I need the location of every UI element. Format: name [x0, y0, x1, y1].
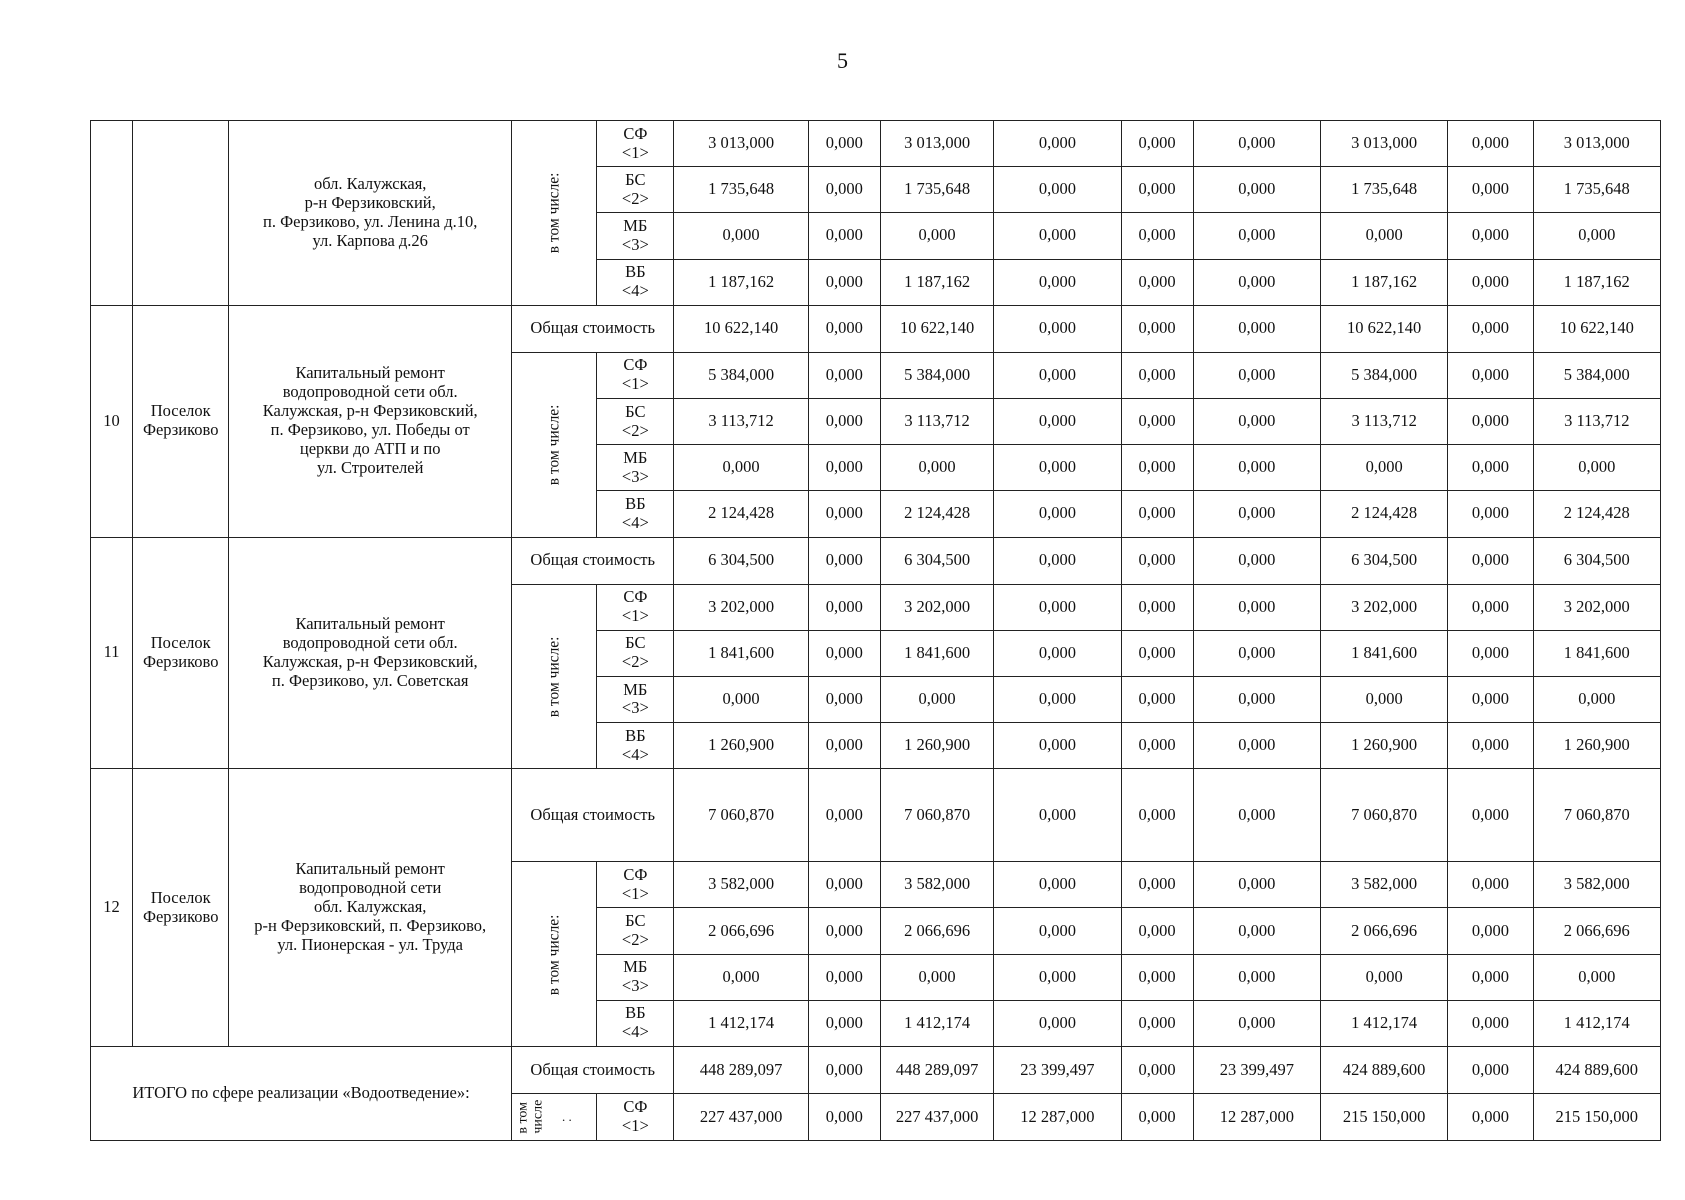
table-row-total [91, 305, 1661, 352]
value-cell: 10 622,140 [1533, 305, 1660, 352]
place-cell [133, 305, 229, 537]
fund-code-label: ВБ [625, 493, 646, 513]
value-cell: 215 150,000 [1321, 1094, 1448, 1141]
value-cell: 1 735,648 [1321, 167, 1448, 213]
fund-code-number: <1> [621, 883, 649, 903]
value-cell: 0,000 [1448, 491, 1533, 537]
value-cell: 0,000 [1193, 398, 1320, 444]
value-cell: 0,000 [1533, 445, 1660, 491]
value-cell: 448 289,097 [880, 1047, 993, 1094]
value-cell: 3 113,712 [674, 398, 808, 444]
total-cost-label: Общая стоимость [512, 305, 674, 352]
fund-code-number: <4> [621, 744, 649, 764]
value-cell: 0,000 [1448, 630, 1533, 676]
itogo-label: ИТОГО по сфере реализации «Водоотведение»: [91, 1047, 512, 1141]
value-cell: 0,000 [1193, 676, 1320, 722]
fund-code-mb [597, 954, 674, 1000]
value-cell: 0,000 [1448, 954, 1533, 1000]
value-cell: 0,000 [1193, 1000, 1320, 1046]
fund-code-label: СФ [623, 123, 648, 143]
value-cell: 2 124,428 [674, 491, 808, 537]
row-number: 12 [91, 769, 133, 1047]
value-cell: 0,000 [808, 676, 880, 722]
fund-code-label: СФ [623, 864, 648, 884]
fund-code-mb [597, 445, 674, 491]
value-cell: 0,000 [994, 491, 1121, 537]
value-cell: 12 287,000 [994, 1094, 1121, 1141]
value-cell: 1 412,174 [1533, 1000, 1660, 1046]
value-cell: 6 304,500 [880, 537, 993, 584]
value-cell: 2 066,696 [880, 908, 993, 954]
value-cell: 10 622,140 [880, 305, 993, 352]
value-cell: 0,000 [674, 445, 808, 491]
value-cell: 0,000 [808, 908, 880, 954]
value-cell: 0,000 [1121, 676, 1193, 722]
value-cell: 1 260,900 [674, 723, 808, 769]
v-tom-chisle-label [512, 352, 597, 537]
fund-code-vb [597, 259, 674, 305]
fund-code-number: <3> [621, 466, 649, 486]
fund-code-sf [597, 121, 674, 167]
value-cell: 1 735,648 [1533, 167, 1660, 213]
value-cell: 6 304,500 [674, 537, 808, 584]
value-cell: 0,000 [994, 1000, 1121, 1046]
value-cell: 0,000 [1193, 584, 1320, 630]
value-cell: 0,000 [1121, 259, 1193, 305]
value-cell: 0,000 [808, 121, 880, 167]
value-cell: 0,000 [808, 769, 880, 862]
value-cell: 1 841,600 [880, 630, 993, 676]
project-title-text: Капитальный ремонт водопроводной сети обл. Калужская, р-н Ферзиковский, п. Ферзиково, ул. Победы от церкви до АТП и по ул. Строителей [262, 363, 478, 478]
value-cell: 0,000 [808, 1000, 880, 1046]
value-cell: 0,000 [808, 1094, 880, 1141]
value-cell: 0,000 [1448, 1047, 1533, 1094]
value-cell: 3 202,000 [1533, 584, 1660, 630]
fund-code-label: ВБ [625, 1003, 646, 1023]
fund-code-vb [597, 1000, 674, 1046]
value-cell: 0,000 [1448, 908, 1533, 954]
fund-code-number: <1> [621, 142, 649, 162]
value-cell: 0,000 [994, 352, 1121, 398]
value-cell: 0,000 [1448, 259, 1533, 305]
value-cell: 6 304,500 [1321, 537, 1448, 584]
value-cell: 0,000 [1321, 954, 1448, 1000]
fund-code-sf [597, 1094, 674, 1141]
value-cell: 0,000 [674, 954, 808, 1000]
fund-code-number: <4> [621, 281, 649, 301]
value-cell: 0,000 [1448, 352, 1533, 398]
v-tom-chisle-text: в том числе: [545, 172, 563, 254]
fund-code-label: МБ [623, 447, 648, 467]
value-cell: 0,000 [1121, 584, 1193, 630]
chisle-line: числе [530, 1100, 546, 1134]
value-cell: 1 260,900 [880, 723, 993, 769]
value-cell: 0,000 [1121, 305, 1193, 352]
fund-code-number: <3> [621, 698, 649, 718]
value-cell: 3 013,000 [1533, 121, 1660, 167]
fund-code-label: БС [625, 633, 646, 653]
value-cell: 0,000 [994, 769, 1121, 862]
value-cell: 7 060,870 [1533, 769, 1660, 862]
fund-code-bs [597, 630, 674, 676]
value-cell: 0,000 [994, 213, 1121, 259]
value-cell: 0,000 [1448, 723, 1533, 769]
value-cell: 0,000 [1121, 630, 1193, 676]
value-cell: 0,000 [1193, 167, 1320, 213]
place-cell [133, 769, 229, 1047]
value-cell: 0,000 [1121, 167, 1193, 213]
value-cell: 2 124,428 [1321, 491, 1448, 537]
value-cell: 0,000 [1448, 584, 1533, 630]
place-name: Поселок Ферзиково [142, 632, 219, 671]
fund-code-label: БС [625, 169, 646, 189]
value-cell: 0,000 [1533, 954, 1660, 1000]
fund-code-label: ВБ [625, 262, 646, 282]
value-cell: 3 202,000 [674, 584, 808, 630]
value-cell: 0,000 [1448, 121, 1533, 167]
value-cell: 1 260,900 [1533, 723, 1660, 769]
fund-code-number: <2> [621, 188, 649, 208]
value-cell: 0,000 [1448, 537, 1533, 584]
value-cell: 0,000 [808, 723, 880, 769]
total-cost-label: Общая стоимость [512, 537, 674, 584]
value-cell: 0,000 [1121, 213, 1193, 259]
value-cell: 0,000 [1121, 352, 1193, 398]
value-cell: 0,000 [994, 723, 1121, 769]
value-cell: 1 841,600 [674, 630, 808, 676]
fund-code-number: <4> [621, 512, 649, 532]
value-cell: 3 202,000 [880, 584, 993, 630]
value-cell: 0,000 [1121, 398, 1193, 444]
value-cell: 0,000 [1121, 121, 1193, 167]
value-cell: 0,000 [1121, 769, 1193, 862]
fund-code-number: <1> [621, 1116, 649, 1135]
value-cell: 0,000 [674, 213, 808, 259]
table-row-total [91, 769, 1661, 862]
fund-code-bs [597, 908, 674, 954]
value-cell: 0,000 [1193, 954, 1320, 1000]
value-cell: 0,000 [1193, 445, 1320, 491]
value-cell: 0,000 [1193, 630, 1320, 676]
value-cell: 0,000 [1448, 213, 1533, 259]
page-number: 5 [837, 48, 848, 73]
value-cell: 6 304,500 [1533, 537, 1660, 584]
v-tom-chisle-text: в том числе: [545, 914, 563, 995]
value-cell: 5 384,000 [1533, 352, 1660, 398]
value-cell: 12 287,000 [1193, 1094, 1320, 1141]
value-cell: 0,000 [994, 259, 1121, 305]
value-cell: 1 187,162 [1533, 259, 1660, 305]
value-cell: 0,000 [1193, 537, 1320, 584]
value-cell: 0,000 [1448, 862, 1533, 908]
fund-code-sf [597, 862, 674, 908]
value-cell: 424 889,600 [1321, 1047, 1448, 1094]
fund-code-number: <2> [621, 420, 649, 440]
value-cell: 0,000 [1448, 769, 1533, 862]
value-cell: 0,000 [1121, 862, 1193, 908]
value-cell: 0,000 [1193, 491, 1320, 537]
fund-code-mb [597, 676, 674, 722]
value-cell: 0,000 [1321, 213, 1448, 259]
value-cell: 1 187,162 [880, 259, 993, 305]
value-cell: 227 437,000 [880, 1094, 993, 1141]
fund-code-sf [597, 584, 674, 630]
place-cell [133, 121, 229, 306]
value-cell: 7 060,870 [1321, 769, 1448, 862]
value-cell: 0,000 [1193, 121, 1320, 167]
fund-code-number: <2> [621, 652, 649, 672]
value-cell: 1 735,648 [880, 167, 993, 213]
value-cell: 0,000 [1448, 305, 1533, 352]
itogo-total-row [91, 1047, 1661, 1094]
value-cell: 0,000 [808, 630, 880, 676]
project-title [229, 305, 512, 537]
value-cell: 0,000 [1448, 1000, 1533, 1046]
table-row [91, 121, 1661, 167]
value-cell: 0,000 [1448, 1094, 1533, 1141]
value-cell: 0,000 [1121, 908, 1193, 954]
v-tom-chisle-label [512, 584, 597, 769]
budget-table [90, 120, 1661, 1141]
value-cell: 0,000 [1121, 1000, 1193, 1046]
object-address [229, 121, 512, 306]
value-cell: 0,000 [1533, 213, 1660, 259]
value-cell: 0,000 [1193, 305, 1320, 352]
value-cell: 0,000 [1193, 352, 1320, 398]
project-title-text: Капитальный ремонт водопроводной сети обл. Калужская, р-н Ферзиковский, п. Ферзиково, ул. Пионерская - ул. Труда [254, 859, 487, 955]
value-cell: 3 013,000 [880, 121, 993, 167]
value-cell: 0,000 [808, 862, 880, 908]
value-cell: 3 582,000 [674, 862, 808, 908]
value-cell: 0,000 [1121, 723, 1193, 769]
value-cell: 2 066,696 [1321, 908, 1448, 954]
total-cost-label: Общая стоимость [512, 769, 674, 862]
value-cell: 0,000 [994, 908, 1121, 954]
value-cell: 0,000 [994, 537, 1121, 584]
v-tom-chisle-text [516, 1100, 545, 1134]
value-cell: 1 187,162 [1321, 259, 1448, 305]
fund-code-label: МБ [623, 216, 648, 235]
value-cell: 215 150,000 [1533, 1094, 1660, 1141]
value-cell: 0,000 [808, 584, 880, 630]
value-cell: 0,000 [1193, 769, 1320, 862]
num-cell [91, 121, 133, 306]
value-cell: 0,000 [1448, 445, 1533, 491]
value-cell: 0,000 [880, 445, 993, 491]
value-cell: 0,000 [1321, 676, 1448, 722]
fund-code-sf [597, 352, 674, 398]
value-cell: 1 412,174 [674, 1000, 808, 1046]
value-cell: 0,000 [808, 537, 880, 584]
value-cell: 7 060,870 [880, 769, 993, 862]
project-title [229, 769, 512, 1047]
value-cell: 0,000 [880, 676, 993, 722]
value-cell: 3 582,000 [1533, 862, 1660, 908]
value-cell: 0,000 [808, 491, 880, 537]
value-cell: 1 260,900 [1321, 723, 1448, 769]
value-cell: 0,000 [994, 676, 1121, 722]
fund-code-number: <3> [621, 234, 649, 254]
value-cell: 0,000 [1448, 676, 1533, 722]
value-cell: 0,000 [808, 167, 880, 213]
value-cell: 5 384,000 [1321, 352, 1448, 398]
value-cell: 0,000 [1193, 862, 1320, 908]
value-cell: 7 060,870 [674, 769, 808, 862]
value-cell: 5 384,000 [674, 352, 808, 398]
fund-code-label: МБ [623, 957, 648, 977]
value-cell: 0,000 [994, 305, 1121, 352]
value-cell: 0,000 [1121, 491, 1193, 537]
value-cell: 1 841,600 [1321, 630, 1448, 676]
value-cell: 0,000 [808, 398, 880, 444]
value-cell: 2 066,696 [674, 908, 808, 954]
value-cell: 1 187,162 [674, 259, 808, 305]
fund-code-label: СФ [623, 1097, 648, 1117]
fund-code-label: СФ [623, 355, 648, 375]
place-name: Поселок Ферзиково [142, 401, 219, 440]
value-cell: 2 066,696 [1533, 908, 1660, 954]
fund-code-number: <2> [621, 930, 649, 950]
value-cell: 10 622,140 [674, 305, 808, 352]
value-cell: 23 399,497 [994, 1047, 1121, 1094]
value-cell: 1 735,648 [674, 167, 808, 213]
value-cell: 3 013,000 [1321, 121, 1448, 167]
fund-code-bs [597, 398, 674, 444]
value-cell: 0,000 [808, 1047, 880, 1094]
row-number: 11 [91, 537, 133, 769]
value-cell: 3 113,712 [1533, 398, 1660, 444]
value-cell: 0,000 [1121, 445, 1193, 491]
fund-code-label: БС [625, 911, 646, 931]
fund-code-mb [597, 213, 674, 259]
place-cell [133, 537, 229, 769]
value-cell: 0,000 [1121, 1047, 1193, 1094]
value-cell: 0,000 [808, 305, 880, 352]
value-cell: 0,000 [808, 259, 880, 305]
object-address-text: обл. Калужская, р-н Ферзиковский, п. Ферзиково, ул. Ленина д.10, ул. Карпова д.26 [263, 173, 478, 250]
value-cell: 0,000 [880, 213, 993, 259]
value-cell: 1 412,174 [880, 1000, 993, 1046]
value-cell: 3 113,712 [880, 398, 993, 444]
fund-code-vb [597, 491, 674, 537]
value-cell: 0,000 [994, 445, 1121, 491]
value-cell: 424 889,600 [1533, 1047, 1660, 1094]
value-cell: 0,000 [1448, 167, 1533, 213]
value-cell: 448 289,097 [674, 1047, 808, 1094]
value-cell: 2 124,428 [1533, 491, 1660, 537]
value-cell: 0,000 [808, 954, 880, 1000]
value-cell: 3 582,000 [1321, 862, 1448, 908]
v-tom-line: в том [515, 1102, 531, 1134]
row-number: 10 [91, 305, 133, 537]
value-cell: 0,000 [808, 352, 880, 398]
value-cell: 0,000 [1121, 1094, 1193, 1141]
value-cell: 0,000 [1193, 259, 1320, 305]
project-title [229, 537, 512, 769]
value-cell: 10 622,140 [1321, 305, 1448, 352]
value-cell: 1 841,600 [1533, 630, 1660, 676]
value-cell: 3 582,000 [880, 862, 993, 908]
value-cell: 0,000 [1121, 537, 1193, 584]
value-cell: 3 013,000 [674, 121, 808, 167]
value-cell: 2 124,428 [880, 491, 993, 537]
value-cell: 3 202,000 [1321, 584, 1448, 630]
value-cell: 1 412,174 [1321, 1000, 1448, 1046]
value-cell: 227 437,000 [674, 1094, 808, 1141]
place-name: Поселок Ферзиково [142, 887, 219, 926]
project-title-text: Капитальный ремонт водопроводной сети обл. Калужская, р-н Ферзиковский, п. Ферзиково, ул. Советская [262, 613, 478, 690]
value-cell: 0,000 [994, 630, 1121, 676]
total-cost-label: Общая стоимость [512, 1047, 674, 1094]
value-cell: 23 399,497 [1193, 1047, 1320, 1094]
v-tom-chisle-label [512, 862, 597, 1047]
fund-code-bs [597, 167, 674, 213]
fund-code-label: МБ [623, 679, 648, 699]
v-tom-chisle-label [512, 1094, 597, 1141]
value-cell: 0,000 [674, 676, 808, 722]
value-cell: 0,000 [994, 862, 1121, 908]
value-cell: 0,000 [1193, 723, 1320, 769]
value-cell: 0,000 [1321, 445, 1448, 491]
value-cell: 0,000 [994, 398, 1121, 444]
v-tom-chisle-text: в том числе: [545, 636, 563, 718]
value-cell: 5 384,000 [880, 352, 993, 398]
fund-code-number: <1> [621, 374, 649, 394]
value-cell: 0,000 [994, 584, 1121, 630]
value-cell: 0,000 [808, 213, 880, 259]
fund-code-number: <3> [621, 976, 649, 996]
value-cell: 0,000 [994, 954, 1121, 1000]
value-cell: 0,000 [1193, 213, 1320, 259]
fund-code-vb [597, 723, 674, 769]
value-cell: 0,000 [1193, 908, 1320, 954]
v-tom-chisle-text: в том числе: [545, 404, 563, 486]
fund-code-label: ВБ [625, 725, 646, 745]
value-cell: 0,000 [1121, 954, 1193, 1000]
value-cell: 0,000 [808, 445, 880, 491]
fund-code-number: <4> [621, 1022, 649, 1042]
value-cell: 0,000 [1448, 398, 1533, 444]
value-cell: 0,000 [994, 121, 1121, 167]
value-cell: 0,000 [994, 167, 1121, 213]
dots: . . [562, 1108, 572, 1124]
value-cell: 0,000 [1533, 676, 1660, 722]
value-cell: 3 113,712 [1321, 398, 1448, 444]
table-row-total [91, 537, 1661, 584]
fund-code-label: СФ [623, 587, 648, 607]
fund-code-number: <1> [621, 606, 649, 626]
v-tom-chisle-label [512, 121, 597, 306]
fund-code-label: БС [625, 401, 646, 421]
value-cell: 0,000 [880, 954, 993, 1000]
